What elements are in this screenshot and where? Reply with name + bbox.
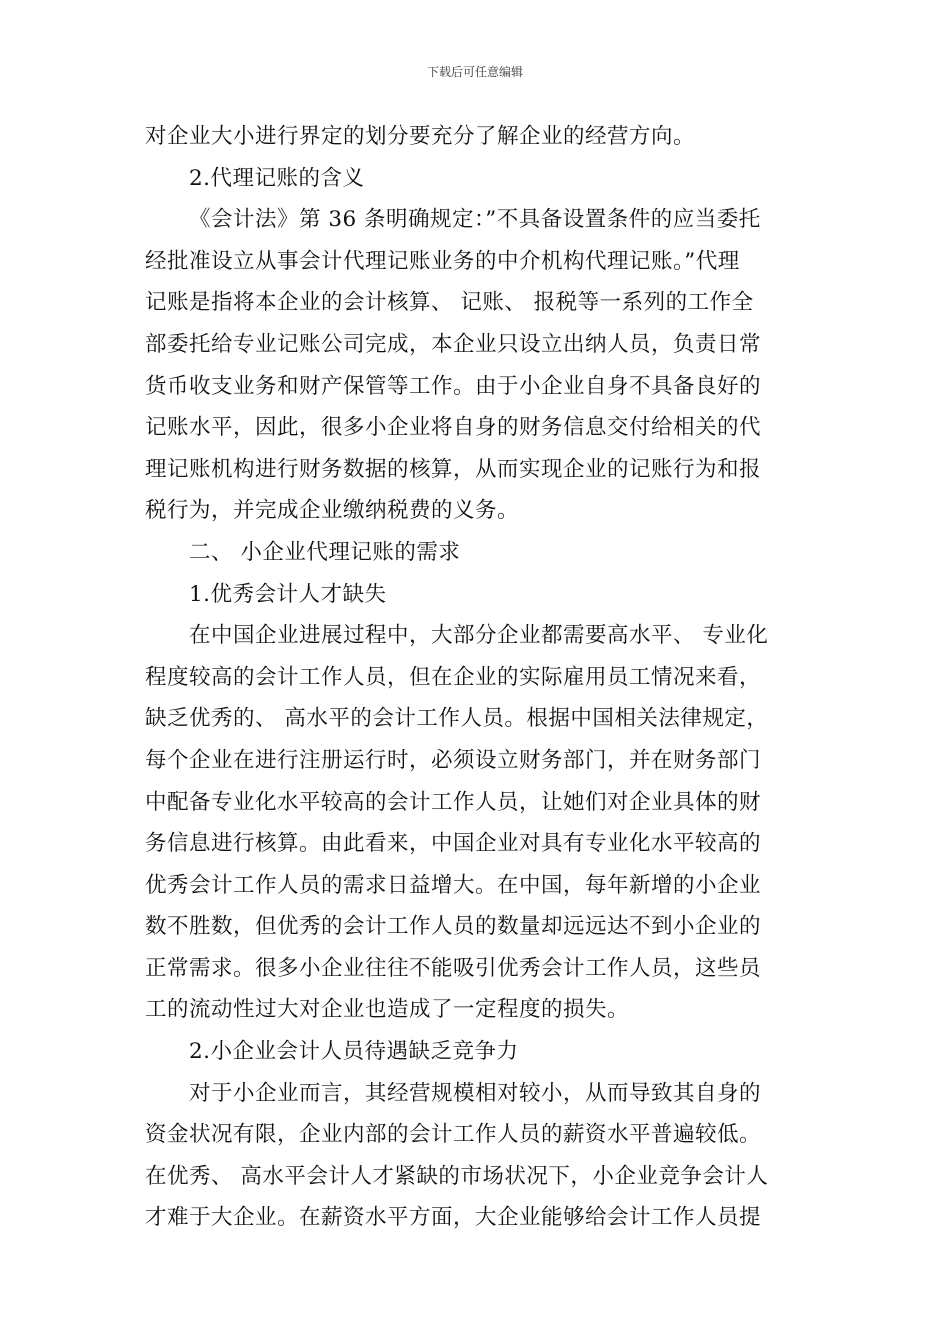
- page-header-note: 下载后可任意编辑: [426, 65, 523, 79]
- text-line: 在中国企业进展过程中，大部分企业都需要高水平、 专业化: [189, 623, 769, 649]
- text-line: 2.代理记账的含义: [189, 165, 365, 191]
- text-line: 税行为，并完成企业缴纳税费的义务。: [145, 498, 520, 524]
- text-line: 理记账机构进行财务数据的核算，从而实现企业的记账行为和报: [145, 456, 762, 482]
- text-line: 部委托给专业记账公司完成，本企业只设立出纳人员，负责日常: [145, 331, 762, 357]
- text-line: 中配备专业化水平较高的会计工作人员，让她们对企业具体的财: [145, 789, 762, 815]
- text-line: 货币收支业务和财产保管等工作。由于小企业自身不具备良好的: [145, 373, 762, 399]
- text-line: 每个企业在进行注册运行时，必须设立财务部门，并在财务部门: [145, 747, 762, 773]
- text-line: 缺乏优秀的、 高水平的会计工作人员。根据中国相关法律规定，: [145, 706, 769, 732]
- text-line: 在优秀、 高水平会计人才紧缺的市场状况下，小企业竞争会计人: [145, 1163, 769, 1189]
- text-line: 资金状况有限，企业内部的会计工作人员的薪资水平普遍较低。: [145, 1122, 762, 1148]
- text-line: 对于小企业而言，其经营规模相对较小，从而导致其自身的: [189, 1080, 762, 1106]
- text-line: 程度较高的会计工作人员，但在企业的实际雇用员工情况来看，: [145, 664, 762, 690]
- text-line: 数不胜数，但优秀的会计工作人员的数量却远远达不到小企业的: [145, 914, 762, 940]
- text-line: 正常需求。很多小企业往往不能吸引优秀会计工作人员，这些员: [145, 955, 762, 981]
- subsection-heading: 2.小企业会计人员待遇缺乏竞争力: [189, 1039, 519, 1065]
- text-line: 记账水平，因此，很多小企业将自身的财务信息交付给相关的代: [145, 415, 762, 441]
- section-heading: 二、 小企业代理记账的需求: [189, 539, 461, 565]
- text-line: 《会计法》第 36 条明确规定：”不具备设置条件的应当委托: [189, 207, 761, 233]
- text-line: 对企业大小进行界定的划分要充分了解企业的经营方向。: [145, 124, 696, 149]
- subsection-heading: 1.优秀会计人才缺失: [189, 581, 387, 607]
- document-body: [145, 116, 805, 1239]
- text-line: 才难于大企业。在薪资水平方面，大企业能够给会计工作人员提: [145, 1205, 762, 1231]
- text-line: 经批准设立从事会计代理记账业务的中介机构代理记账。”代理: [145, 248, 740, 274]
- text-line: 工的流动性过大对企业也造成了一定程度的损失。: [145, 997, 630, 1023]
- text-line: 务信息进行核算。由此看来，中国企业对具有专业化水平较高的: [145, 831, 762, 857]
- text-line: 优秀会计工作人员的需求日益增大。在中国，每年新增的小企业: [145, 872, 762, 898]
- text-line: 记账是指将本企业的会计核算、 记账、 报税等一系列的工作全: [145, 290, 754, 316]
